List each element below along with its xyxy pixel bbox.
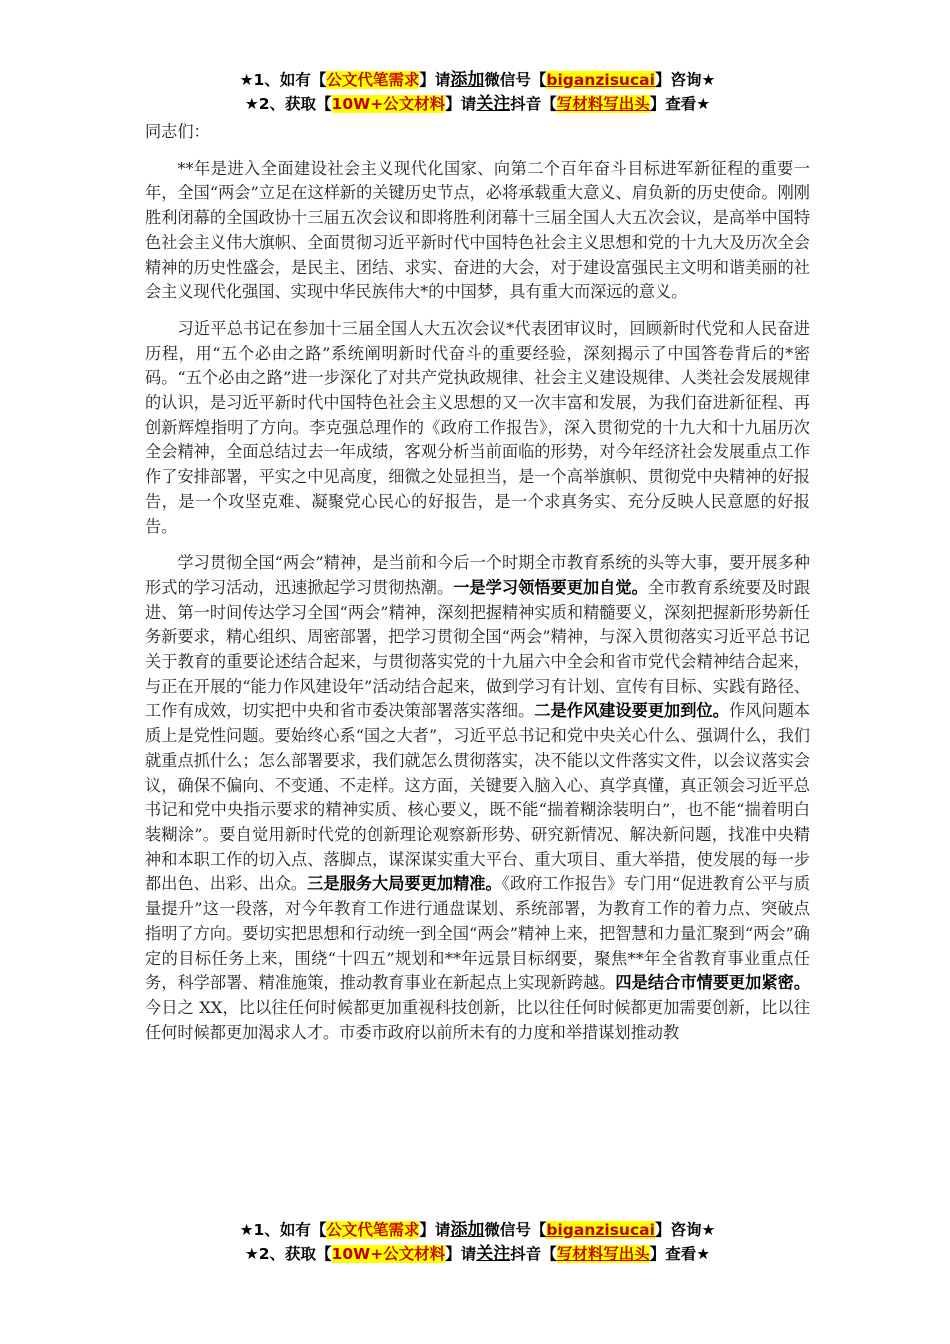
douyin-account: 写材料写出头 bbox=[556, 1245, 650, 1263]
promo-text: 】查看★ bbox=[649, 1245, 711, 1263]
promo-text: 抖音【 bbox=[510, 1245, 557, 1263]
promo-line-1 bbox=[145, 68, 810, 92]
paragraph-text: 全市教育系统要及时跟进、第一时间传达学习全国“两会”精神，深刻把握精神实质和精髓要义，深刻把握新形势新任务新要求，精心组织、周密部署，把学习贯彻全国“两会”精神，与深入贯彻落实习近平总书记关于教育的重要论述结合起来，与贯彻落实党的十九届六中全会和省市党代会精神结合起来，与正在开展的“能力作风建设年”活动结合起来，做到学习有计划、宣传有目标、实践有路径、工作有成效，切实把中央和省市委决策部署落实落细。 bbox=[145, 577, 811, 721]
paragraph-2: 习近平总书记在参加十三届全国人大五次会议*代表团审议时，回顾新时代党和人民奋进历程，用“五个必由之路”系统阐明新时代奋斗的重要经验，深刻揭示了中国答卷背后的*密码。“五个必由之路”进一步深化了对共产党执政规律、社会主义建设规律、人类社会发展规律的认识，是习近平新时代中国特色社会主义思想的又一次丰富和发展，为我们奋进新征程、再创新辉煌指明了方向。李克强总理作的《政府工作报告》，深入贯彻党的十九大和十九届历次全会精神，全面总结过去一年成绩，客观分析当前面临的形势，对今年经济社会发展重点工作作了安排部署，平实之中见高度，细微之处显担当，是一个高举旗帜、贯彻党中央精神的好报告，是一个攻坚克难、凝聚党心民心的好报告，是一个求真务实、充分反映人民意愿的好报告。 bbox=[145, 318, 810, 536]
paragraph-text: 今日之 XX，比以往任何时候都更加重视科技创新，比以往任何时候都更加需要创新，比以往任何时候都更加渴求人才。市委市政府以前所未有的力度和举措谋划推动教 bbox=[145, 997, 810, 1042]
paragraph-1: **年是进入全面建设社会主义现代化国家、向第二个百年奋斗目标进军新征程的重要一年，全国“两会”立足在这样新的关键历史节点，必将承载重大意义、肩负新的历史使命。刚刚胜利闭幕的全国政协十三届五次会议和即将胜利闭幕十三届全国人大五次会议，是高举中国特色社会主义伟大旗帜、全面贯彻习近平新时代中国特色社会主义思想和党的十九大及历次全会精神的历史性盛会，是民主、团结、求实、奋进的大会，对于建设富强民主文明和谐美丽的社会主义现代化强国、实现中华民族伟大*的中国梦，具有重大而深远的意义。 bbox=[145, 158, 810, 302]
paragraph-text: 学习贯彻全国“两会”精神，是当前和今后一个时期全市教育系统的头等大事，要开展多种形式的学习活动，迅速掀起学习贯彻热潮。 bbox=[145, 553, 810, 597]
point-heading-2: 二是作风建设要更加到位。 bbox=[534, 701, 729, 721]
promo-text: ★1、如有【 bbox=[239, 71, 327, 89]
promo-banner-top bbox=[145, 68, 810, 116]
promo-text: ★2、获取【 bbox=[244, 95, 332, 113]
promo-emphasis: 添加 bbox=[450, 1220, 485, 1240]
paragraph-text: 作风问题本质上是党性问题。要始终心系“国之大者”，习近平总书记和党中央关心什么、强调什么，我们就重点抓什么；怎么部署要求，我们就怎么贯彻落实，决不能以文件落实文件，以会议落实会议，确保不偏向、不变通、不走样。这方面，关键要入脑入心、真学真懂，真正领会习近平总书记和党中央指示要求的精神实质、核心要义，既不能“揣着糊涂装明白”，也不能“揣着明白装糊涂”。要自觉用新时代党的创新理论观察新形势、研究新情况、解决新问题，找准中央精神和本职工作的切入点、落脚点，谋深谋实重大平台、重大项目、重大举措，使发展的每一步都出色、出彩、出众。 bbox=[145, 701, 811, 894]
promo-text: 】咨询★ bbox=[654, 1221, 716, 1239]
highlight-materials: 10W+公文材料 bbox=[331, 1245, 446, 1263]
paragraph-text: 《政府工作报告》专门用“促进教育公平与质量提升”这一段落，对今年教育工作进行通盘谋划、系统部署，为教育工作的着力点、突破点指明了方向。要切实把思想和行动统一到全国“两会”精神上来，把智慧和力量汇聚到“两会”确定的目标任务上来，围绕“十四五”规划和**年远景目标纲要，聚焦**年全省教育事业重点任务，科学部署、精准施策，推动教育事业在新起点上实现新跨越。 bbox=[145, 874, 811, 993]
promo-text: 微信号【 bbox=[484, 71, 547, 89]
promo-emphasis: 关注 bbox=[476, 94, 511, 114]
paragraph-3 bbox=[145, 551, 810, 1045]
salutation: 同志们： bbox=[145, 122, 210, 141]
highlight-materials: 10W+公文材料 bbox=[331, 95, 446, 113]
promo-line-2 bbox=[145, 1242, 810, 1266]
douyin-account: 写材料写出头 bbox=[556, 95, 650, 113]
point-heading-3: 三是服务大局要更加精准。 bbox=[307, 874, 502, 894]
promo-text: 】请 bbox=[445, 95, 477, 113]
promo-emphasis: 关注 bbox=[476, 1244, 511, 1264]
promo-line-2 bbox=[145, 92, 810, 116]
document-page bbox=[145, 68, 810, 1057]
point-heading-4: 四是结合市情要更加紧密。 bbox=[615, 973, 811, 993]
promo-emphasis: 添加 bbox=[450, 70, 485, 90]
promo-banner-bottom bbox=[145, 1218, 810, 1266]
promo-text: 抖音【 bbox=[510, 95, 557, 113]
wechat-id: biganzisucai bbox=[546, 71, 655, 89]
promo-text: 微信号【 bbox=[484, 1221, 547, 1239]
promo-text: 】请 bbox=[445, 1245, 477, 1263]
promo-text: ★2、获取【 bbox=[244, 1245, 332, 1263]
promo-line-1 bbox=[145, 1218, 810, 1242]
promo-text: 】咨询★ bbox=[654, 71, 716, 89]
promo-text: 】请 bbox=[419, 71, 451, 89]
wechat-id: biganzisucai bbox=[546, 1221, 655, 1239]
document-body bbox=[145, 120, 810, 1045]
promo-text: 】请 bbox=[419, 1221, 451, 1239]
highlight-service: 公文代笔需求 bbox=[326, 71, 420, 89]
promo-text: 】查看★ bbox=[649, 95, 711, 113]
highlight-service: 公文代笔需求 bbox=[326, 1221, 420, 1239]
promo-text: ★1、如有【 bbox=[239, 1221, 327, 1239]
point-heading-1: 一是学习领悟要更加自觉。 bbox=[453, 577, 648, 597]
